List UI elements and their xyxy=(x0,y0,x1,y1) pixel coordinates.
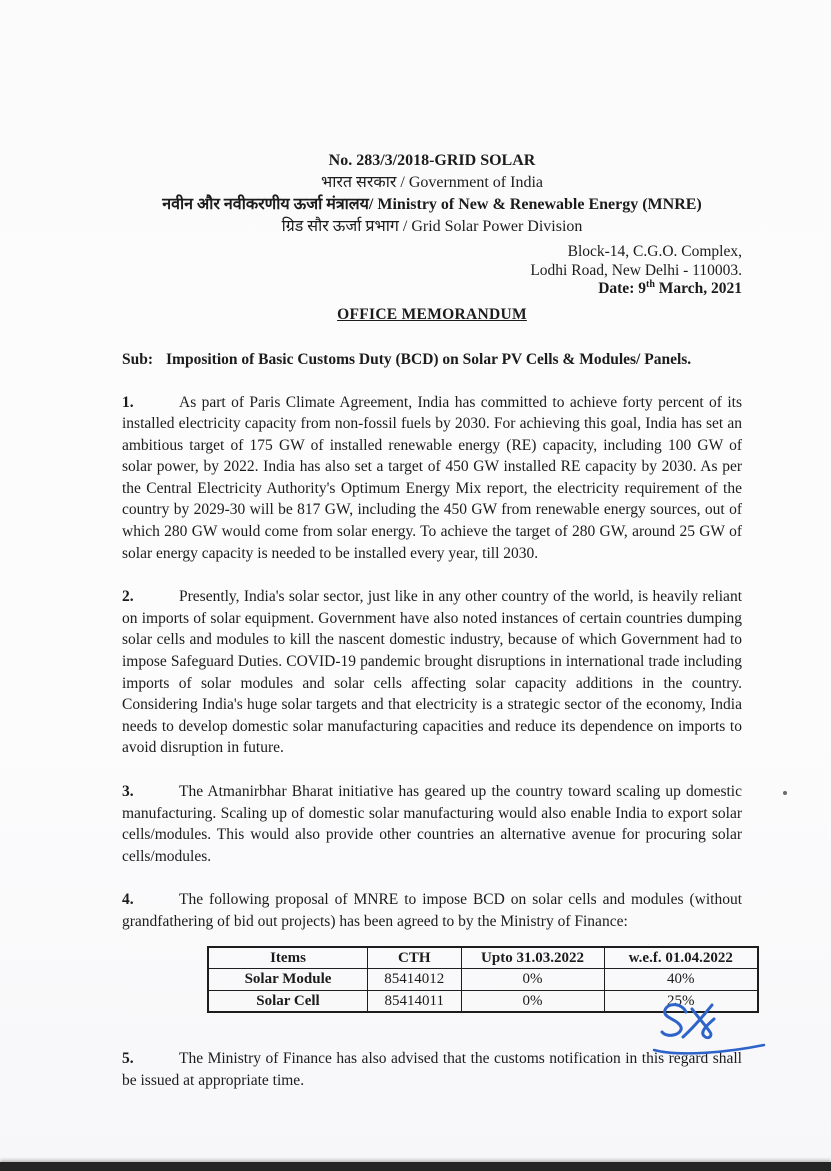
ministry-line: नवीन और नवीकरणीय ऊर्जा मंत्रालय/ Ministry of New & Renewable Energy (MNRE) xyxy=(162,196,702,213)
memo-title-row xyxy=(122,306,742,324)
paragraph-1-number: 1. xyxy=(122,393,134,411)
column-header-cth: CTH xyxy=(368,947,462,969)
cell-cth: 85414011 xyxy=(368,990,462,1012)
memo-title: OFFICE MEMORANDUM xyxy=(337,305,527,323)
subject-line xyxy=(122,349,742,370)
paragraph-5-number: 5. xyxy=(122,1050,134,1068)
org-line: भारत सरकार / Government of India xyxy=(320,174,544,191)
paragraph-1 xyxy=(122,392,742,565)
cell-cth: 85414012 xyxy=(368,969,462,991)
date-line xyxy=(122,280,742,299)
division-line: ग्रिड सौर ऊर्जा प्रभाग / Grid Solar Power Division xyxy=(281,218,583,235)
address-block xyxy=(122,243,742,299)
memo-content xyxy=(122,150,742,1091)
subject-label: Sub: xyxy=(122,350,154,368)
paragraph-3-number: 3. xyxy=(122,783,134,800)
reference-number: No. 283/3/2018-GRID SOLAR xyxy=(328,152,536,169)
paragraph-4-number: 4. xyxy=(122,891,134,909)
date-ordinal: th xyxy=(645,278,655,290)
column-header-upto: Upto 31.03.2022 xyxy=(461,947,604,969)
column-header-wef: w.e.f. 01.04.2022 xyxy=(604,947,758,969)
cell-upto: 0% xyxy=(461,990,604,1012)
paragraph-4 xyxy=(122,889,742,932)
paragraph-5-text: The Ministry of Finance has also advised that the customs notification in this regard shall be issued at appropriate time. xyxy=(122,1050,742,1089)
paragraph-1-text: As part of Paris Climate Agreement, India has committed to achieve forty percent of its installed electricity capacity from non-fossil fuels by 2030. For achieving this goal, India has set an ambitious target of 175 GW of installed renewable energy (RE) capacity, including 100 GW of solar power, by 2022. India has also set a target of 450 GW installed RE capacity by 2030. As per the Central Electricity Authority's Optimum Energy Mix report, the electricity requirement of the country by 2029-30 will be 817 GW, including the 450 GW from renewable energy sources, out of which 280 GW would come from solar energy. To achieve the target of 280 GW, around 25 GW of solar energy capacity is needed to be installed every year, till 2030. xyxy=(122,393,742,562)
date-rest: March, 2021 xyxy=(658,280,742,297)
date-label: Date: xyxy=(598,280,635,297)
paragraph-4-text: The following proposal of MNRE to impose BCD on solar cells and modules (without grandfathering of bid out projects) has been agreed to by the Ministry of Finance: xyxy=(122,891,742,930)
signature-scribble xyxy=(650,1000,768,1060)
scan-speck xyxy=(783,791,787,795)
scan-edge-bar xyxy=(0,1162,831,1171)
date-day: 9 xyxy=(638,280,646,297)
paragraph-3-text: The Atmanirbhar Bharat initiative has geared up the country toward scaling up domestic manufacturing. Scaling up of domestic solar manufacturing would also enable India to export solar cells/modules. This would also provide other countries an alternative avenue for procuring solar cells/modules. xyxy=(122,783,742,865)
paragraph-5 xyxy=(122,1048,742,1091)
cell-upto: 0% xyxy=(461,969,604,991)
cell-wef: 40% xyxy=(604,969,758,991)
subject-text: Imposition of Basic Customs Duty (BCD) on Solar PV Cells & Modules/ Panels. xyxy=(166,350,692,368)
paragraph-3 xyxy=(122,781,742,867)
cell-item: Solar Cell xyxy=(208,990,368,1012)
table-row xyxy=(208,969,758,991)
table-header-row xyxy=(208,947,758,969)
paragraph-2-text: Presently, India's solar sector, just like in any other country of the world, is heavily reliant on imports of solar equipment. Government have also noted instances of certain countries dumping solar cells and modules to kill the nascent domestic industry, because of which Government had to impose Safeguard Duties. COVID-19 pandemic brought disruptions in international trade including imports of solar modules and solar cells affecting solar capacity additions in the country. Considering India's huge solar targets and that electricity is a strategic sector of the economy, India needs to develop domestic solar manufacturing capacities and reduce its dependence on imports to avoid disruption in future. xyxy=(122,588,742,757)
cell-item: Solar Module xyxy=(208,969,368,991)
address-line-2: Lodhi Road, New Delhi - 110003. xyxy=(530,261,742,279)
column-header-items: Items xyxy=(208,947,368,969)
paragraph-2 xyxy=(122,586,742,759)
paragraph-2-number: 2. xyxy=(122,588,134,606)
address-line-1: Block-14, C.G.O. Complex, xyxy=(567,243,742,260)
cell-wef: 25% xyxy=(604,990,758,1012)
